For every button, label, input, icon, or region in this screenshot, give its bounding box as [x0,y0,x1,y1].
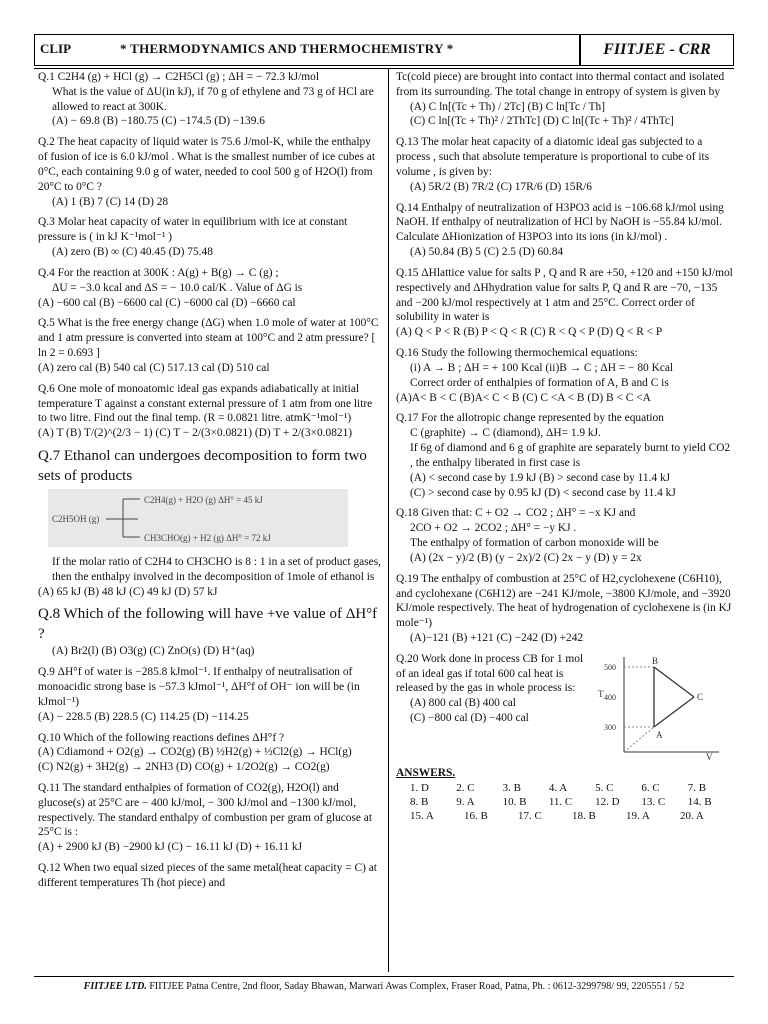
q7-body: If the molar ratio of C2H4 to CH3CHO is 8 : 1 in a set of product gases, then the enthalpy involved in the decomposition of 1mole of ethanol is [52,555,382,583]
q4-stem: Q.4 For the reaction at 300K : A(g) + B(g) → C (g) ; [38,266,279,279]
q11-stem: Q.11 The standard enthalpies of formation of CO2(g), H2O(l) and glucose(s) at 25°C are − 400 kJ/mol, − 300 kJ/mol and −1300 kJ/mol, respectively. The standard enthalpy of combustion per gram of glucose at 25°C is : [38,781,373,839]
point-c: C [697,691,704,702]
q5-stem: Q.5 What is the free energy change (ΔG) when 1.0 mole of water at 100°C and 1 atm pressure is converted into steam at 100°C and 2 atm pressure? [ ln 2 = 0.693 ] [38,317,379,360]
answer-6: 6. C [641,781,660,794]
answer-11: 11. C [548,795,573,808]
answers-row-3 [396,809,734,823]
q1-body: What is the value of ΔU(in kJ), if 70 g of ethylene and 73 g of HCl are allowed to react at 300K. [52,85,374,113]
header-title: * THERMODYNAMICS AND THERMOCHEMISTRY * [120,41,454,56]
q14-options: (A) 50.84 (B) 5 (C) 2.5 (D) 60.84 [410,246,564,259]
q4-options: (A) −600 cal (B) −6600 cal (C) −6000 cal (D) −6660 cal [38,296,296,309]
q13-options: (A) 5R/2 (B) 7R/2 (C) 17R/6 (D) 15R/6 [410,180,592,193]
answer-8: 8. B [410,795,429,808]
q18-stem: Q.18 Given that: C + O2 → CO2 ; ΔH° = −x KJ and [396,507,636,520]
q17-body: If 6g of diamond and 6 g of graphite are separately burnt to yield CO2 , the enthalpy liberated in first case is [410,442,731,469]
scheme-product-1: C2H4(g) + H2O (g) ΔH° = 45 kJ [144,495,263,506]
page-header [34,34,734,66]
q9-options: (A) − 228.5 (B) 228.5 (C) 114.25 (D) −114.25 [38,710,249,723]
q7-reaction-scheme [48,489,348,547]
answer-2: 2. C [456,781,475,794]
q17-options-cd: (C) > second case by 0.95 kJ (D) < second case by 11.4 kJ [410,486,676,499]
q8-stem: Q.8 Which of the following will have +ve value of ΔH°f ? [38,606,378,642]
header-rule [34,68,734,69]
q3-options: (A) zero (B) ∞ (C) 40.45 (D) 75.48 [52,246,213,259]
question-14 [396,201,734,260]
graph-xlabel: V [706,751,713,762]
q16-options: (A)A< B < C (B)A< C < B (C) C <A < B (D) B < C <A [396,391,651,404]
footer-address: FIITJEE Patna Centre, 2nd floor, Saday Bhawan, Marwari Awas Complex, Fraser Road, Patna, Ph. : 0612-3299798/ 99, 2205551 / 52 [146,981,685,992]
answer-19: 19. A [626,810,650,823]
page-footer [34,976,734,993]
point-b: B [652,655,659,666]
question-16 [396,346,734,405]
q16-equations: (i) A → B ; ΔH = + 100 Kcal (ii)B → C ; ΔH = − 80 Kcal [410,361,674,374]
q2-stem: Q.2 The heat capacity of liquid water is 75.6 J/mol-K, while the enthalpy of fusion of ice is 6.0 kJ/mol . What is the smallest number of ice cubes at 0°C, each containing 9.0 g of water, needed to cool 500 g of H2O(l) from 20°C to 0°C ? [38,136,376,193]
question-12 [38,861,382,891]
q7-stem: Q.7 Ethanol can undergoes decomposition to form two sets of products [38,448,367,484]
question-5 [38,316,382,375]
q8-options: (A) Br2(l) (B) O3(g) (C) ZnO(s) (D) H⁺(aq) [52,645,255,658]
q19-options: (A)−121 (B) +121 (C) −242 (D) +242 [410,631,584,644]
answers-row-1 [396,781,734,795]
answer-16: 16. B [464,810,488,823]
q17-options-ab: (A) < second case by 1.9 kJ (B) > second case by 11.4 kJ [410,471,671,484]
question-10 [38,731,382,775]
answer-5: 5. C [595,781,614,794]
answer-14: 14. B [687,795,712,808]
answer-key [396,766,734,824]
worksheet-page [34,34,734,1004]
answer-10: 10. B [502,795,527,808]
answer-9: 9. A [456,795,475,808]
q15-options: (A) Q < P < R (B) P < Q < R (C) R < Q < P (D) Q < R < P [396,326,663,339]
q12-options-ab: (A) C ln[(Tc + Th) / 2Tc] (B) C ln[Tc / Th] [410,100,605,113]
q20-stem: Q.20 Work done in process CB for 1 mol of an ideal gas if total 600 cal heat is released by the gas in whole process is: [396,652,584,695]
q20-options-cd: (C) −800 cal (D) −400 cal [410,712,529,725]
question-9 [38,665,382,724]
question-4 [38,266,382,310]
answer-3: 3. B [502,781,521,794]
q10-stem: Q.10 Which of the following reactions defines ΔH°f ? [38,731,285,744]
answer-17: 17. C [518,810,542,823]
answer-7: 7. B [687,781,707,794]
graph-ylabel: T [598,688,604,699]
question-20 [396,652,734,760]
q14-stem: Q.14 Enthalpy of neutralization of H3PO3 acid is −106.68 kJ/mol using NaOH. If enthalpy of neutralization of HCl by NaOH is −55.84 kJ/mol. Calculate ΔHionization of H3PO3 into its ions (in kJ/mol) . [396,201,724,244]
graph-tick-300: 300 [604,722,616,732]
question-1 [38,70,382,129]
question-6 [38,382,382,441]
answers-title: ANSWERS. [396,766,456,779]
answer-18: 18. B [572,810,596,823]
q18-options: (A) (2x − y)/2 (B) (y − 2x)/2 (C) 2x − y (D) y = 2x [410,551,642,564]
scheme-product-2: CH3CHO(g) + H2 (g) ΔH° = 72 kJ [144,533,271,544]
answer-15: 15. A [410,810,434,823]
question-12-cont [396,70,734,129]
q16-stem: Q.16 Study the following thermochemical equations: [396,347,638,360]
question-15 [396,266,734,340]
scheme-reactant: C2H5OH (g) [52,514,100,525]
point-a: A [656,729,663,740]
q10-option-cd: (C) N2(g) + 3H2(g) → 2NH3 (D) CO(g) + 1/2O2(g) → CO2(g) [38,761,330,774]
right-column [396,70,734,830]
q20-options-ab: (A) 800 cal (B) 400 cal [410,697,516,710]
question-3 [38,215,382,259]
column-divider [388,68,389,972]
answer-4: 4. A [548,781,568,794]
left-column [38,70,382,897]
question-8 [38,605,382,659]
question-7 [38,447,382,599]
q11-options: (A) + 2900 kJ (B) −2900 kJ (C) − 16.11 kJ (D) + 16.11 kJ [38,841,303,854]
question-18 [396,506,734,565]
q17-equation: C (graphite) → C (diamond), ΔH= 1.9 kJ. [410,427,601,440]
q3-stem: Q.3 Molar heat capacity of water in equilibrium with ice at constant pressure is ( in kJ K⁻¹mol⁻¹ ) [38,216,348,244]
q9-stem: Q.9 ΔH°f of water is −285.8 kJmol⁻¹. If enthalpy of neutralisation of monoacidic strong base is −57.3 kJmol⁻¹, ΔH°f of OH⁻ ion will be (in kJmol⁻¹) [38,666,360,708]
q2-options: (A) 1 (B) 7 (C) 14 (D) 28 [52,195,169,208]
q18-body: The enthalpy of formation of carbon monoxide will be [410,537,659,550]
header-brand: FIITJEE - CRR [579,35,733,65]
question-11 [38,781,382,855]
footer-brand: FIITJEE LTD. [83,981,147,992]
answers-row-2 [396,795,734,809]
question-2 [38,135,382,209]
question-13 [396,135,734,194]
q5-options: (A) zero cal (B) 540 cal (C) 517.13 cal (D) 510 cal [38,361,270,374]
answer-20: 20. A [680,810,704,823]
q20-tv-graph [594,652,724,762]
question-19 [396,572,734,646]
question-17 [396,411,734,500]
q17-stem: Q.17 For the allotropic change represented by the equation [396,412,664,425]
graph-tick-500: 500 [604,662,616,672]
q1-stem: Q.1 C2H4 (g) + HCl (g) → C2H5Cl (g) ; ΔH = − 72.3 kJ/mol [38,71,319,83]
q6-stem: Q.6 One mole of monoatomic ideal gas expands adiabatically at initial temperature T against a constant external pressure of 1 atm from one litre to two litre. Find out the final temp. (R = 0.0821 litre. atmK⁻¹mol⁻¹) [38,382,373,425]
q18-equation: 2CO + O2 → 2CO2 ; ΔH° = −y KJ . [410,522,577,535]
q12-stem: Q.12 When two equal sized pieces of the same metal(heat capacity = C) at different temperatures Th (hot piece) and [38,862,377,889]
q7-options: (A) 65 kJ (B) 48 kJ (C) 49 kJ (D) 57 kJ [38,585,218,598]
q12-options-cd: (C) C ln[(Tc + Th)² / 2ThTc] (D) C ln[(Tc + Th)² / 4ThTc] [410,115,674,128]
graph-tick-400: 400 [604,692,616,702]
q10-option-ab: (A) Cdiamond + O2(g) → CO2(g) (B) ½H2(g) + ½Cl2(g) → HCl(g) [38,746,352,759]
answer-13: 13. C [641,795,666,808]
header-clip: CLIP [40,41,72,56]
answer-1: 1. D [410,781,429,794]
q19-stem: Q.19 The enthalpy of combustion at 25°C of H2,cyclohexene (C6H10), and cyclohexane (C6H12) are −241 KJ/mole, −3800 KJ/mole, and −3920 KJ/mole respectively. The heat of hydrogenation of cyclohexene is (in KJ mole⁻¹) [396,572,732,630]
q13-stem: Q.13 The molar heat capacity of a diatomic ideal gas subjected to a process , such that absolute temperature is proportional to cube of its volume , is given by: [396,136,710,178]
q16-body: Correct order of enthalpies of formation of A, B and C is [410,376,669,389]
q15-stem: Q.15 ΔHlattice value for salts P , Q and R are +50, +120 and +150 kJ/mol respectively and ΔHhydration value for salts P, Q and R are −70, −135 and −200 kJ/mol respectively at 1 atm and 25°C. Correct order of solubility in water is [396,266,733,324]
q4-body: ΔU = −3.0 kcal and ΔS = − 10.0 cal/K . Value of ΔG is [52,281,303,294]
q12-continuation: Tc(cold piece) are brought into contact into thermal contact and isolated from its surrounding. The total change in entropy of system is given by [396,71,725,98]
answer-12: 12. D [595,795,620,808]
q1-options: (A) − 69.8 (B) −180.75 (C) −174.5 (D) −139.6 [52,115,265,128]
q6-options: (A) T (B) T/(2)^(2/3 − 1) (C) T − 2/(3×0.0821) (D) T + 2/(3×0.0821) [38,427,353,440]
